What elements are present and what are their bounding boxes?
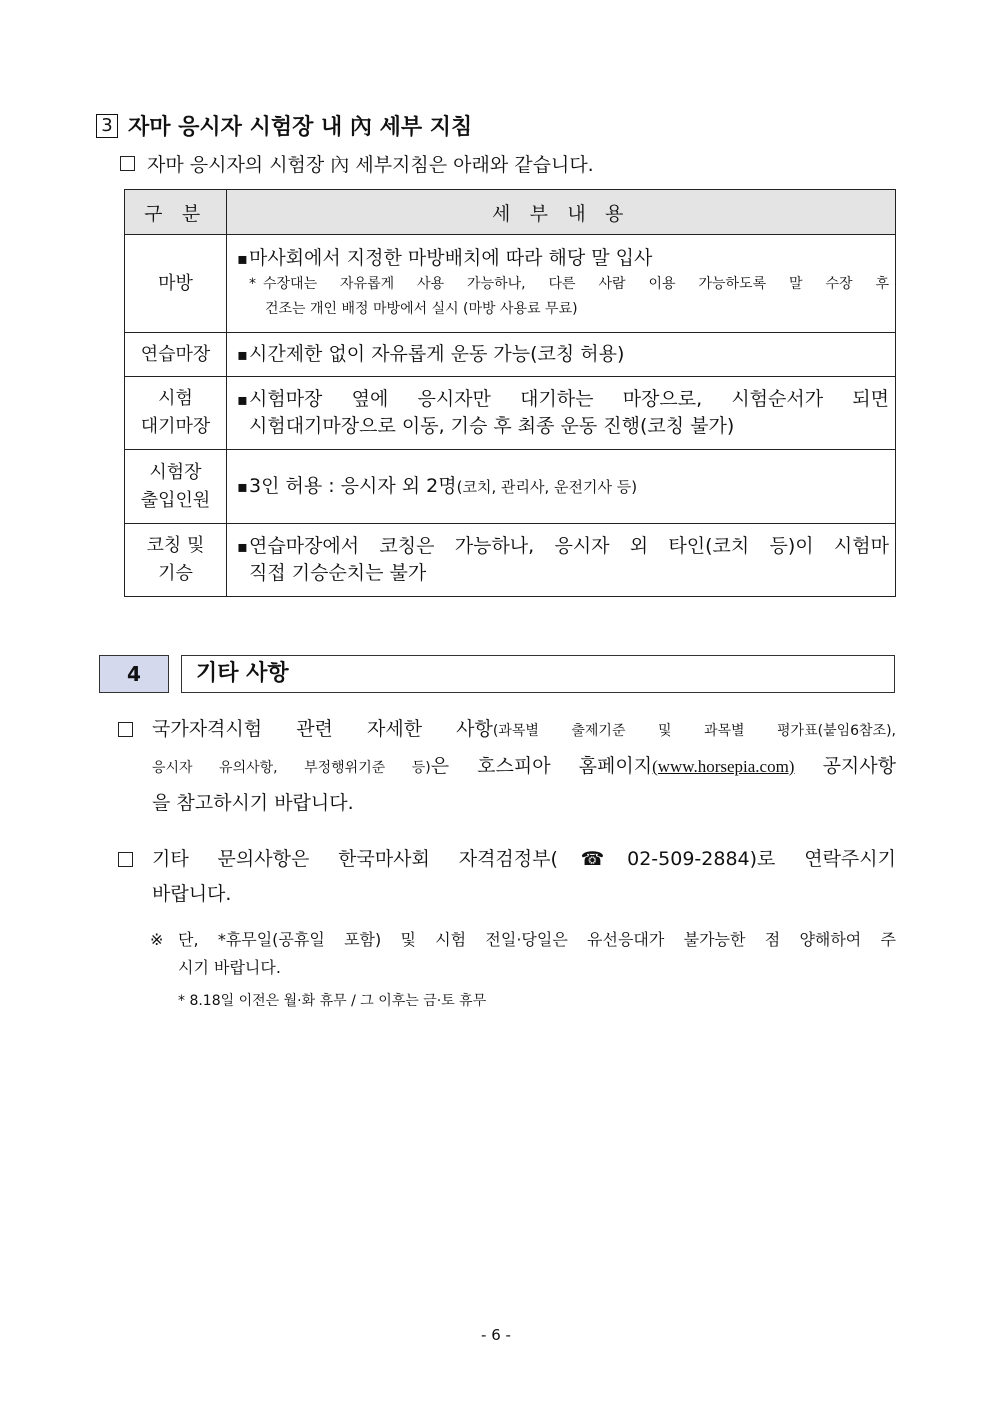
bullet-icon: ▪ (237, 537, 248, 556)
bullet-icon: ▪ (237, 249, 248, 268)
paragraph-references: 국가자격시험 관련 자세한 사항(과목별 출제기준 및 과목별 평가표(붙임6참조), 응시자 유의사항, 부정행위기준 등)은 호스피아 홈페이지(www.horsepia.com) 공지사항 을 참고하시기 바랍니다. (118, 712, 896, 821)
reference-mark-icon: ※ (150, 930, 164, 949)
remark-note: ※ 단, *휴무일(공휴일 포함) 및 시험 전일·당일은 유선응대가 불가능한 점 양해하여 주 시기 바랍니다. (150, 926, 896, 982)
rules-table (124, 189, 896, 597)
table-row (125, 377, 896, 450)
intro-text: 자마 응시자의 시험장 內 세부지침은 아래와 같습니다. (147, 154, 594, 176)
row-category: 연습마장 (125, 333, 227, 377)
table-row (125, 450, 896, 524)
bullet-icon: ▪ (237, 390, 248, 409)
table-header-row (125, 190, 896, 235)
asterisk-icon: * (249, 276, 256, 292)
section-4-title: 기타 사항 (181, 655, 895, 693)
row-category: 마방 (125, 235, 227, 333)
row-content: ▪ 시간제한 없이 자유롭게 운동 가능(코칭 허용) (227, 333, 896, 377)
table-row (125, 333, 896, 377)
row-content: ▪ 시험마장 옆에 응시자만 대기하는 마장으로, 시험순서가 되면 시험대기마장으로 이동, 기승 후 최종 운동 진행(코칭 불가) (227, 377, 896, 450)
row-category: 시험장 출입인원 (125, 450, 227, 524)
row-content: ▪ 3인 허용 : 응시자 외 2명(코치, 관리사, 운전기사 등) (227, 450, 896, 524)
row-content: ▪ 연습마장에서 코칭은 가능하나, 응시자 외 타인(코치 등)이 시험마 직접 기승순치는 불가 (227, 524, 896, 597)
bullet-icon: ▪ (237, 345, 248, 364)
remark-sub-note: * 8.18일 이전은 월·화 휴무 / 그 이후는 금·토 휴무 (178, 993, 487, 1009)
header-category: 구 분 (125, 190, 227, 235)
page-number: - 6 - (481, 1326, 511, 1344)
section-number-box: 3 (96, 114, 118, 138)
section-4-number: 4 (99, 655, 169, 693)
section-3-title: 자마 응시자 시험장 내 內 세부 지침 (128, 115, 473, 140)
row-category: 시험 대기마장 (125, 377, 227, 450)
row-category: 코칭 및 기승 (125, 524, 227, 597)
section-3-heading (96, 110, 472, 141)
checkbox-icon (120, 156, 135, 171)
table-row (125, 235, 896, 333)
table-row (125, 524, 896, 597)
horsepia-link[interactable]: (www.horsepia.com) (652, 757, 795, 776)
checkbox-icon (118, 852, 133, 867)
paragraph-contact: 기타 문의사항은 한국마사회 자격검정부(☎02-509-2884)로 연락주시기 바랍니다. (118, 842, 896, 912)
checkbox-icon (118, 722, 133, 737)
header-content: 세 부 내 용 (227, 190, 896, 235)
section-3-intro (120, 150, 594, 177)
bullet-icon: ▪ (237, 476, 248, 496)
row-content: ▪ 마사회에서 지정한 마방배치에 따라 해당 말 입사 * 수장대는 자유롭게 사용 가능하나, 다른 사람 이용 가능하도록 말 수장 후 건조는 개인 배정 마방에서 실시 (마방 사용료 무료) (227, 235, 896, 333)
